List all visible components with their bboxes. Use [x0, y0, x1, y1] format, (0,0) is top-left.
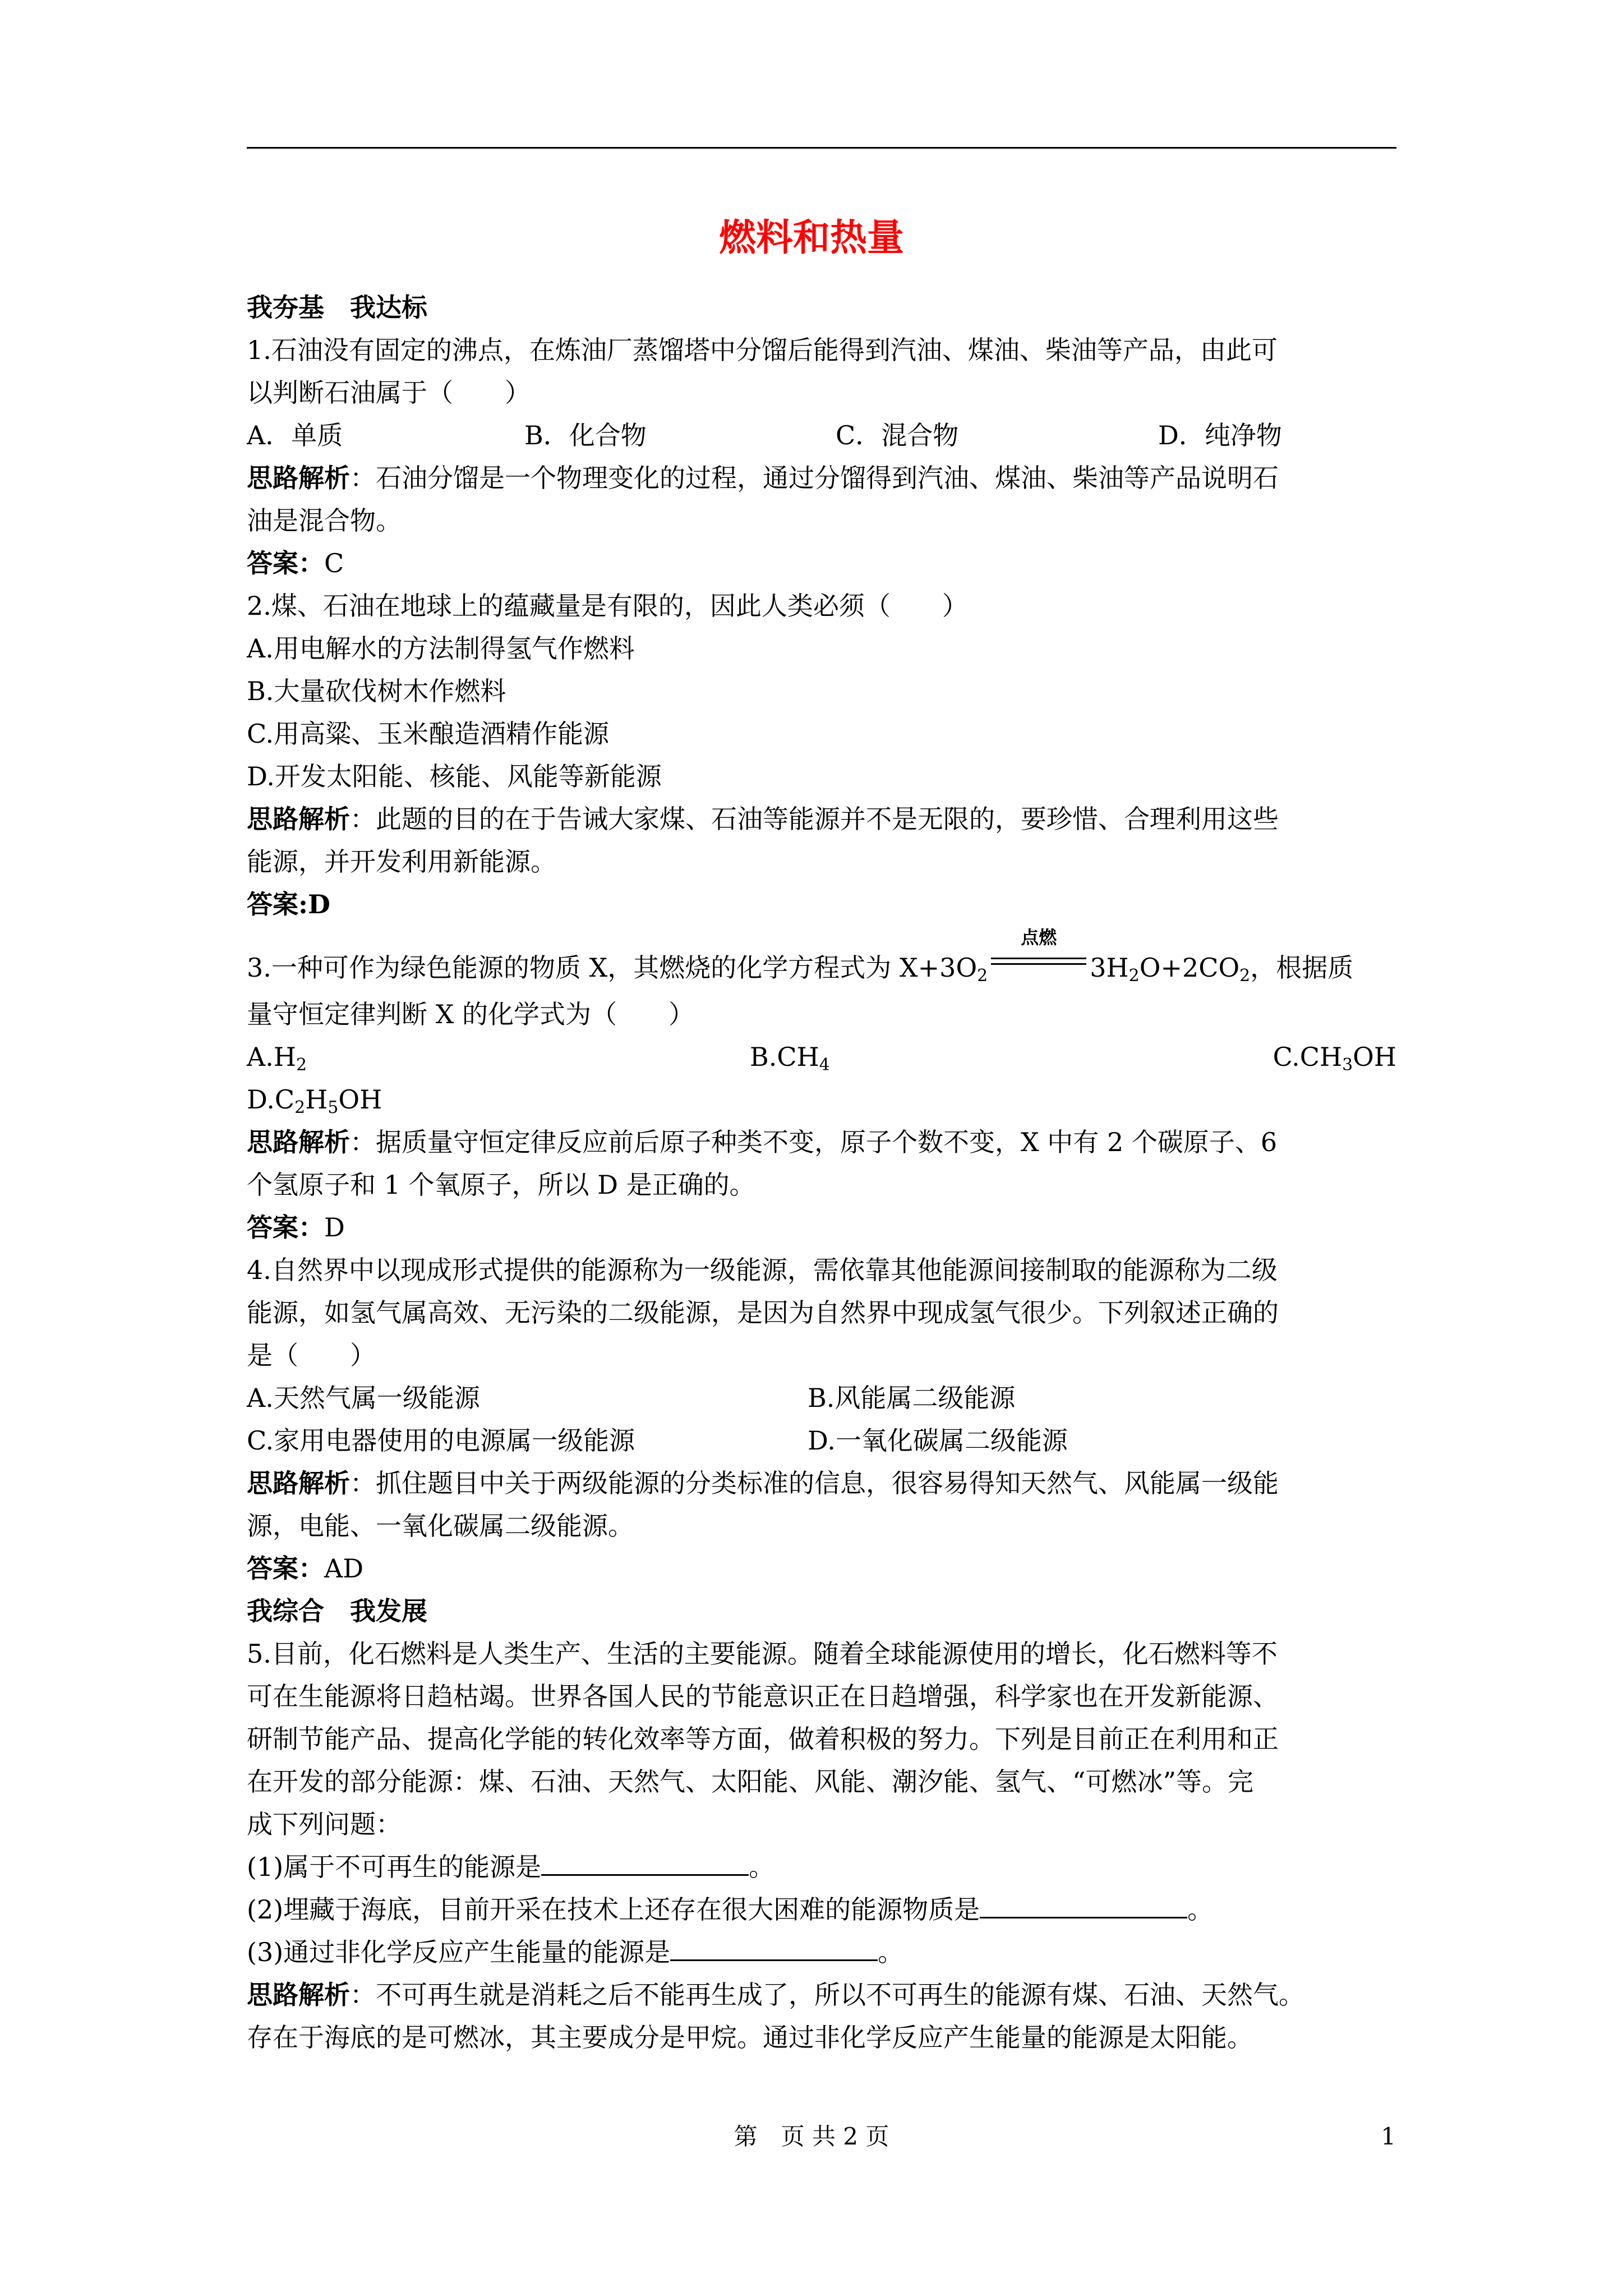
footer-page-number: 1	[1381, 2123, 1396, 2150]
q3-analysis-line1	[247, 1121, 1396, 1163]
answer-label: 答案：	[247, 548, 324, 578]
q5-stem-line4: 在开发的部分能源：煤、石油、天然气、太阳能、风能、潮汐能、氢气、“可燃冰”等。完	[247, 1766, 1254, 1797]
q4-options-row2	[247, 1419, 1396, 1462]
q5-subquestion-3: (3)通过非化学反应产生能量的能源是 。	[247, 1937, 904, 1967]
q4-option-c: C.家用电器使用的电源属一级能源	[247, 1425, 635, 1456]
q4-options-row1	[247, 1377, 1396, 1419]
q2-answer	[247, 883, 1396, 926]
q2-analysis-line2: 能源，并开发利用新能源。	[247, 846, 556, 877]
subscript: 2	[1239, 966, 1251, 986]
q1-option-d: D．纯净物	[1158, 420, 1282, 450]
analysis-text: ：据质量守恒定律反应前后原子种类不变，原子个数不变，X 中有 2 个碳原子、6	[350, 1127, 1278, 1157]
q3-product: 3H	[1090, 953, 1129, 983]
analysis-text: ：石油分馏是一个物理变化的过程，通过分馏得到汽油、煤油、柴油等产品说明石	[350, 463, 1279, 493]
footer-page-info: 第 页 共 2 页	[734, 2123, 889, 2150]
q1-option-c: C．混合物	[836, 420, 959, 450]
q4-answer	[247, 1547, 1396, 1590]
q1-option-b: B．化合物	[524, 420, 647, 450]
q4-option-d: D.一氧化碳属二级能源	[808, 1425, 1068, 1456]
answer-value: D	[307, 889, 330, 919]
analysis-text: ：抓住题目中关于两级能源的分类标准的信息，很容易得知天然气、风能属一级能	[350, 1468, 1279, 1498]
answer-blank[interactable]	[541, 1852, 749, 1876]
q3-stem-line1	[247, 926, 1396, 993]
q3-equation-left: 3.一种可作为绿色能源的物质 X，其燃烧的化学方程式为 X+3O	[247, 953, 978, 983]
subscript: 2	[977, 966, 988, 986]
q3-stem-suffix: ，根据质	[1250, 953, 1354, 983]
analysis-label: 思路解析	[247, 463, 350, 493]
header-rule	[247, 147, 1396, 149]
answer-value: C	[324, 548, 344, 578]
page-title: 燃料和热量	[719, 215, 904, 259]
reaction-arrow	[991, 927, 1086, 977]
q3-stem-line2: 量守恒定律判断 X 的化学式为（ ）	[247, 999, 694, 1029]
q5-analysis-line2: 存在于海底的是可燃冰，其主要成分是甲烷。通过非化学反应产生能量的能源是太阳能。	[247, 2022, 1253, 2053]
reaction-condition: 点燃	[1021, 927, 1057, 948]
q2-option-b: B.大量砍伐树木作燃料	[247, 676, 506, 706]
q4-stem-line1: 4.自然界中以现成形式提供的能源称为一级能源，需依靠其他能源间接制取的能源称为二级	[247, 1255, 1278, 1285]
section-heading-advanced: 我综合 我发展	[247, 1596, 427, 1626]
document-body	[247, 286, 1396, 2059]
q4-option-b: B.风能属二级能源	[808, 1383, 1016, 1413]
analysis-label: 思路解析	[247, 804, 350, 834]
q1-options	[247, 414, 1396, 457]
section-heading-basic: 我夯基 我达标	[247, 292, 427, 323]
q5-subquestion-2: (2)埋藏于海底，目前开采在技术上还存在很大困难的能源物质是 。	[247, 1894, 1214, 1925]
q5-stem-line1: 5.目前，化石燃料是人类生产、生活的主要能源。随着全球能源使用的增长，化石燃料等不	[247, 1639, 1278, 1669]
q5-stem-line5: 成下列问题：	[247, 1809, 402, 1839]
analysis-label: 思路解析	[247, 1468, 350, 1498]
analysis-label: 思路解析	[247, 1980, 350, 2010]
q3-options-row	[247, 1036, 1396, 1078]
analysis-text: ：此题的目的在于告诫大家煤、石油等能源并不是无限的，要珍惜、合理利用这些	[350, 804, 1279, 834]
q3-option-d: $D.C_2H_5OH$	[247, 1084, 382, 1117]
q2-analysis-line1	[247, 798, 1396, 840]
q3-option-a: $A.H_2$	[247, 1042, 307, 1075]
analysis-label: 思路解析	[247, 1127, 350, 1157]
q3-answer	[247, 1206, 1396, 1249]
q1-stem-line2: 以判断石油属于（ ）	[247, 378, 531, 408]
q3-product: O+2CO	[1139, 953, 1240, 983]
q5-subquestion-1: (1)属于不可再生的能源是 。	[247, 1852, 775, 1882]
q2-option-d: D.开发太阳能、核能、风能等新能源	[247, 761, 662, 792]
q4-stem-line3: 是（ ）	[247, 1340, 376, 1370]
q4-stem-line2: 能源，如氢气属高效、无污染的二级能源，是因为自然界中现成氢气很少。下列叙述正确的	[247, 1297, 1279, 1328]
answer-value: D	[324, 1212, 345, 1243]
q2-option-c: C.用高粱、玉米酿造酒精作能源	[247, 719, 610, 749]
q2-option-a: A.用电解水的方法制得氢气作燃料	[247, 633, 635, 664]
q1-option-a: A．单质	[247, 420, 343, 450]
answer-label: 答案:	[247, 889, 308, 919]
q2-stem: 2.煤、石油在地球上的蕴藏量是有限的，因此人类必须（ ）	[247, 591, 968, 621]
answer-label: 答案：	[247, 1212, 324, 1243]
q5-stem-line2: 可在生能源将日趋枯竭。世界各国人民的节能意识正在日趋增强，科学家也在开发新能源、	[247, 1681, 1279, 1711]
q1-stem-line1: 1.石油没有固定的沸点，在炼油厂蒸馏塔中分馏后能得到汽油、煤油、柴油等产品，由此可	[247, 335, 1278, 365]
q1-analysis-line1	[247, 457, 1396, 499]
answer-blank[interactable]	[980, 1894, 1187, 1918]
q3-option-b: $B.CH_4$	[749, 1042, 830, 1075]
q4-analysis-line1	[247, 1462, 1396, 1504]
q3-analysis-line2: 个氢原子和 1 个氧原子，所以 D 是正确的。	[247, 1170, 755, 1200]
q5-stem-line3: 研制节能产品、提高化学能的转化效率等方面，做着积极的努力。下列是目前正在利用和正	[247, 1724, 1279, 1754]
subscript: 2	[1128, 966, 1140, 986]
answer-value: AD	[324, 1553, 364, 1584]
answer-label: 答案：	[247, 1553, 324, 1584]
q4-option-a: A.天然气属一级能源	[247, 1383, 480, 1413]
answer-blank[interactable]	[670, 1937, 878, 1961]
q5-analysis-line1	[247, 1973, 1396, 2016]
q1-answer	[247, 542, 1396, 585]
analysis-text: ：不可再生就是消耗之后不能再生成了，所以不可再生的能源有煤、石油、天然气。	[350, 1980, 1304, 2010]
q4-analysis-line2: 源，电能、一氧化碳属二级能源。	[247, 1511, 634, 1541]
q1-analysis-line2: 油是混合物。	[247, 505, 402, 536]
q3-option-c: $C.CH_3OH$	[1272, 1042, 1396, 1075]
